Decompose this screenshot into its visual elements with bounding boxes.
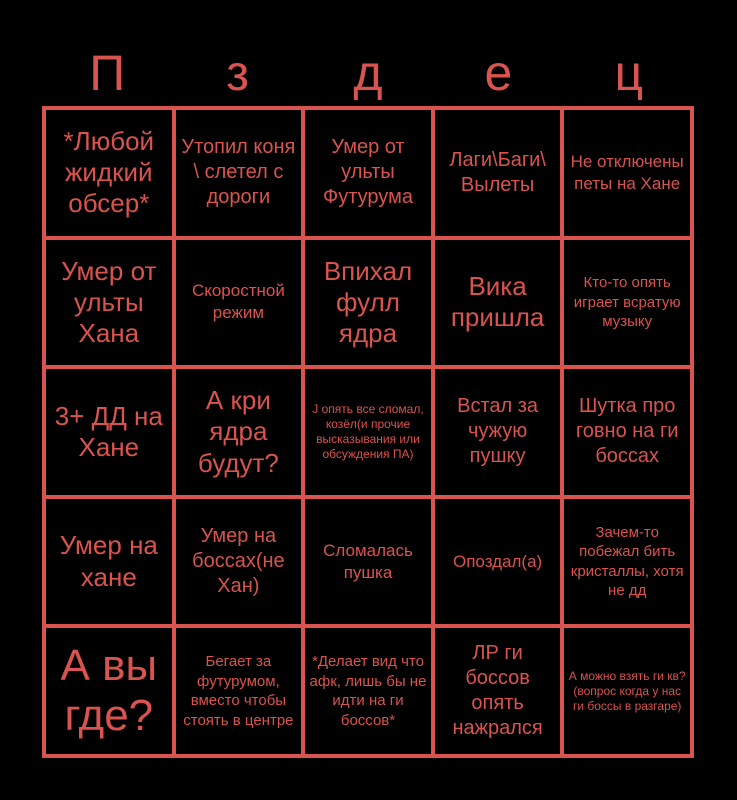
- header-letter-3: д: [353, 45, 383, 101]
- bingo-cell-r2c1[interactable]: Умер от ульты Хана: [46, 240, 172, 366]
- bingo-cell-r4c2[interactable]: Умер на боссах(не Хан): [176, 499, 302, 625]
- bingo-cell-r4c5[interactable]: Зачем-то побежал бить кристаллы, хотя не дд: [564, 499, 690, 625]
- bingo-cell-r1c1[interactable]: *Любой жидкий обсер*: [46, 110, 172, 236]
- bingo-cell-r5c4[interactable]: ЛР ги боссов опять нажрался: [435, 628, 561, 754]
- header-letter-5: ц: [614, 45, 644, 101]
- bingo-cell-r3c2[interactable]: А кри ядра будут?: [176, 369, 302, 495]
- bingo-cell-r1c2[interactable]: Утопил коня \ слетел с дороги: [176, 110, 302, 236]
- header-letter-2: з: [226, 45, 250, 101]
- bingo-cell-r1c4[interactable]: Лаги\Баги\ Вылеты: [435, 110, 561, 236]
- bingo-cell-r3c1[interactable]: 3+ ДД на Хане: [46, 369, 172, 495]
- bingo-cell-r2c4[interactable]: Вика пришла: [435, 240, 561, 366]
- bingo-cell-r2c3[interactable]: Впихал фулл ядра: [305, 240, 431, 366]
- bingo-grid: [42, 106, 694, 758]
- bingo-cell-r1c5[interactable]: Не отключены петы на Хане: [564, 110, 690, 236]
- bingo-cell-r4c3[interactable]: Сломалась пушка: [305, 499, 431, 625]
- bingo-cell-r4c4[interactable]: Опоздал(а): [435, 499, 561, 625]
- header-letter-1: П: [89, 45, 126, 101]
- bingo-cell-r3c5[interactable]: Шутка про говно на ги боссах: [564, 369, 690, 495]
- bingo-cell-r5c3[interactable]: *Делает вид что афк, лишь бы не идти на ги боссов*: [305, 628, 431, 754]
- bingo-cell-r5c1[interactable]: А вы где?: [46, 628, 172, 754]
- bingo-cell-r2c2[interactable]: Скоростной режим: [176, 240, 302, 366]
- bingo-cell-r3c3[interactable]: J опять все сломал, козёл(и прочие высказывания или обсуждения ПА): [305, 369, 431, 495]
- bingo-header: [42, 40, 694, 106]
- bingo-cell-r5c5[interactable]: А можно взять ги кв?(вопрос когда у нас ги боссы в разгаре): [564, 628, 690, 754]
- bingo-cell-r3c4[interactable]: Встал за чужую пушку: [435, 369, 561, 495]
- bingo-cell-r4c1[interactable]: Умер на хане: [46, 499, 172, 625]
- header-letter-4: е: [484, 45, 513, 101]
- bingo-cell-r5c2[interactable]: Бегает за футурумом, вместо чтобы стоять в центре: [176, 628, 302, 754]
- bingo-cell-r1c3[interactable]: Умер от ульты Футурума: [305, 110, 431, 236]
- bingo-cell-r2c5[interactable]: Кто-то опять играет всратую музыку: [564, 240, 690, 366]
